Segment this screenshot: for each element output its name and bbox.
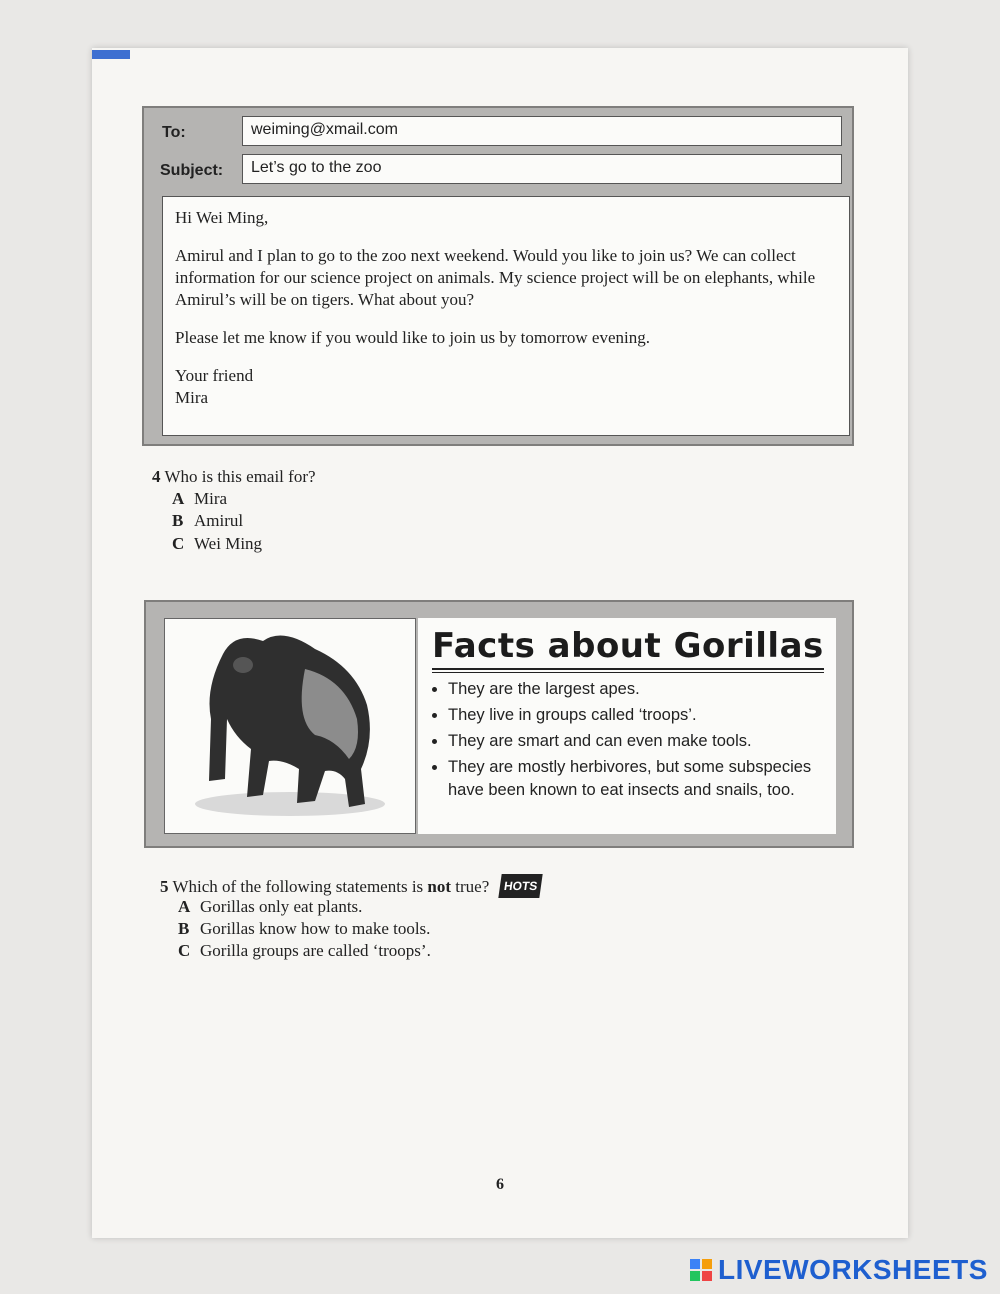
facts-panel <box>144 600 854 848</box>
email-paragraph-2: Please let me know if you would like to join us by tomorrow evening. <box>175 328 650 347</box>
option-text: Mira <box>194 489 228 508</box>
question-5-option-b[interactable] <box>178 919 430 939</box>
email-paragraph-1: Amirul and I plan to go to the zoo next weekend. Would you like to join us? We can collect information for our science project on animals. My science project will be on elephants, while Amirul’s will be on tigers. What about you? <box>175 246 816 309</box>
email-greeting: Hi Wei Ming, <box>175 208 269 227</box>
email-closing: Your friend <box>175 366 254 385</box>
question-5-option-a[interactable] <box>178 897 362 917</box>
brand-logo[interactable] <box>690 1254 988 1286</box>
gorilla-icon <box>165 619 414 832</box>
email-body <box>162 196 850 436</box>
email-signature: Mira <box>175 388 209 407</box>
question-5-text-after: true? <box>451 877 490 896</box>
to-field: weiming@xmail.com <box>242 116 842 146</box>
facts-list <box>428 678 836 805</box>
facts-title: Facts about Gorillas <box>432 626 824 666</box>
option-letter: B <box>178 919 190 938</box>
question-4-text: Who is this email for? <box>164 467 316 486</box>
liveworksheets-logo-icon <box>690 1259 712 1281</box>
corner-mark <box>92 50 130 59</box>
question-4-option-c[interactable] <box>172 534 262 554</box>
fact-item: • They are smart and can even make tools. <box>448 730 836 753</box>
option-letter: A <box>178 897 191 916</box>
fact-item: • They are the largest apes. <box>448 678 836 701</box>
option-letter: C <box>172 534 185 553</box>
page-number: 6 <box>496 1176 504 1193</box>
question-5-text-bold: not <box>427 877 452 896</box>
subject-label: Subject: <box>160 162 224 179</box>
title-underline <box>432 668 824 670</box>
facts-text-area <box>418 618 836 834</box>
question-4-number: 4 <box>152 467 161 486</box>
option-text: Wei Ming <box>194 534 263 553</box>
fact-item: • They live in groups called ‘troops’. <box>448 704 836 727</box>
fact-item: • They are mostly herbivores, but some subspecies have been known to eat insects and snails, too. <box>448 756 836 802</box>
option-letter: A <box>172 489 185 508</box>
option-text: Gorillas only eat plants. <box>200 897 363 916</box>
option-text: Gorillas know how to make tools. <box>200 919 431 938</box>
title-underline-thin <box>432 672 824 673</box>
question-5 <box>160 874 541 898</box>
question-4-option-a[interactable] <box>172 489 227 509</box>
question-5-number: 5 <box>160 877 169 896</box>
option-text: Amirul <box>194 511 244 530</box>
brand-name: LIVEWORKSHEETS <box>718 1254 988 1285</box>
question-4 <box>152 466 316 488</box>
option-text: Gorilla groups are called ‘troops’. <box>200 941 431 960</box>
email-panel <box>142 106 854 446</box>
subject-field: Let’s go to the zoo <box>242 154 842 184</box>
question-5-option-c[interactable] <box>178 941 431 961</box>
option-letter: B <box>172 511 184 530</box>
gorilla-image-frame <box>164 618 416 834</box>
to-label: To: <box>162 124 186 141</box>
option-letter: C <box>178 941 191 960</box>
question-5-text-before: Which of the following statements is <box>172 877 428 896</box>
question-4-option-b[interactable] <box>172 511 243 531</box>
hots-badge: HOTS <box>498 874 543 898</box>
